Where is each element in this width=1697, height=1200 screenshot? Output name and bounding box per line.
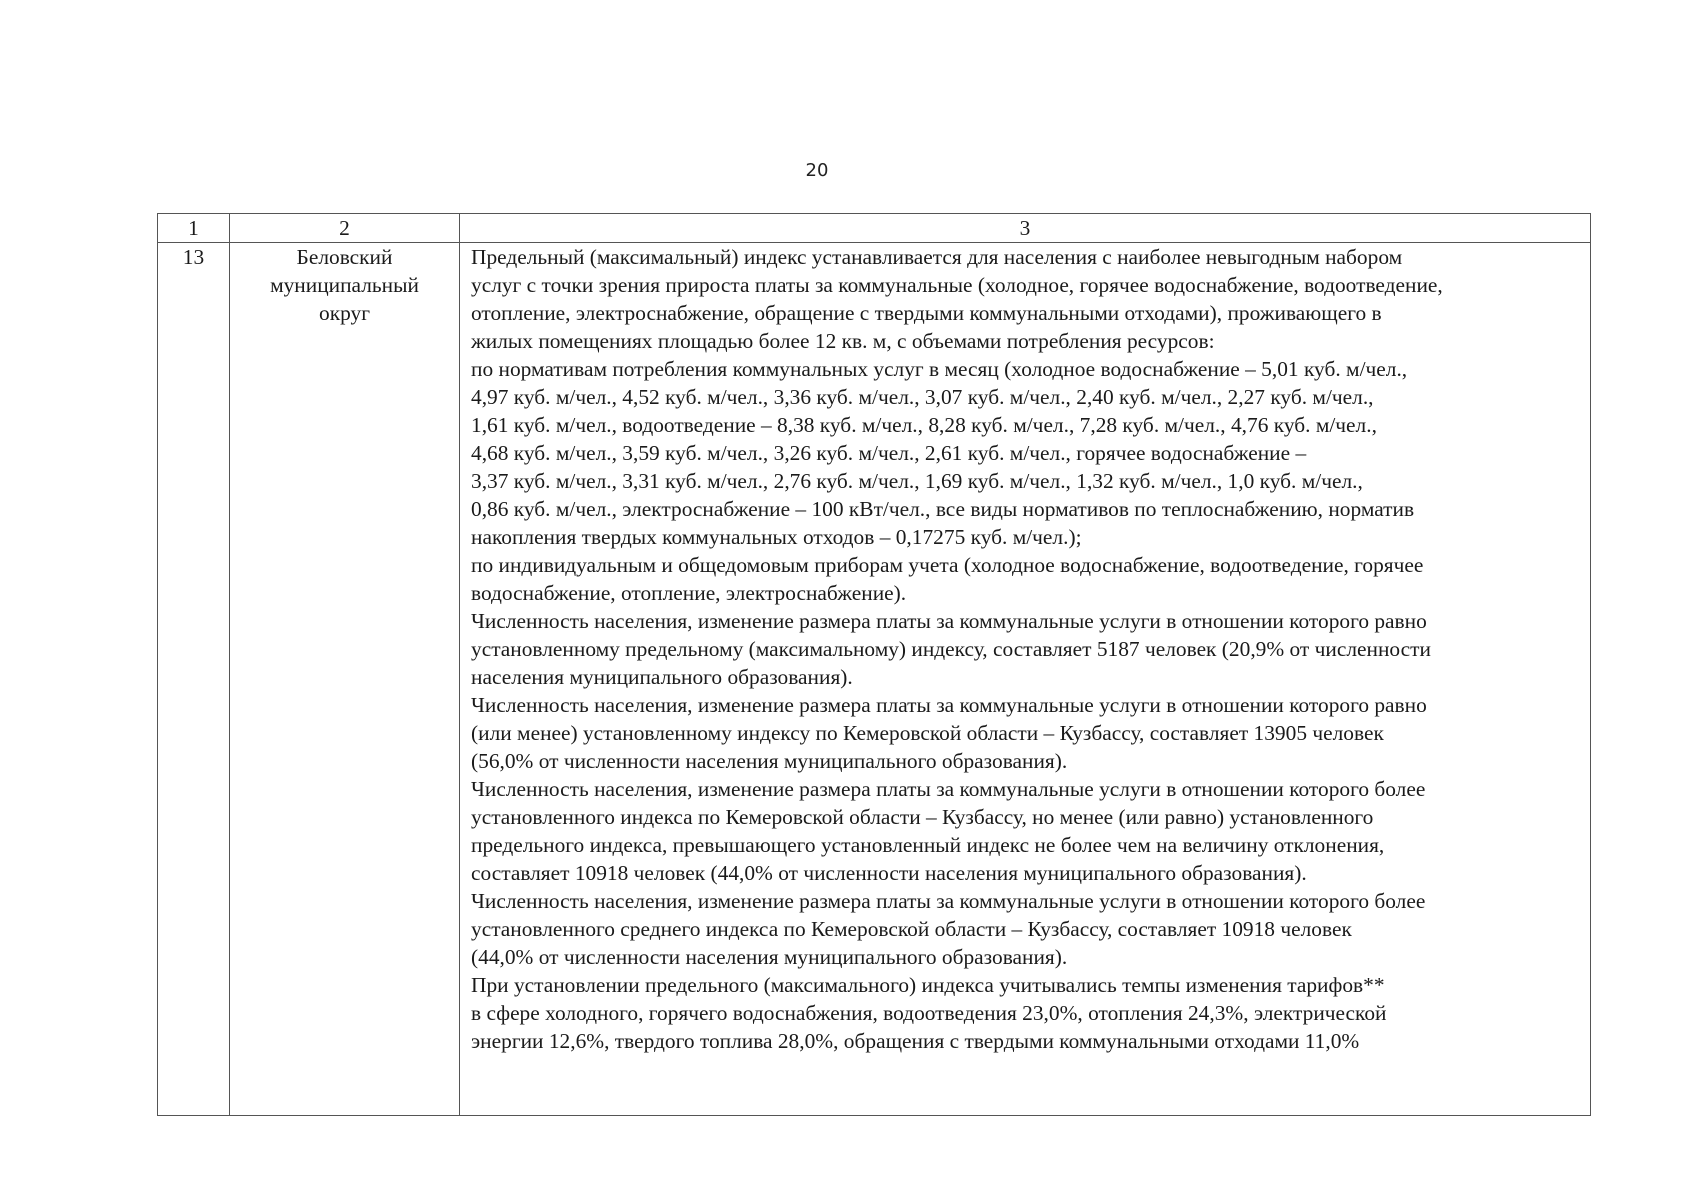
description-line: предельного индекса, превышающего установленный индекс не более чем на величину отклонения, [471,833,1385,857]
description-line: 4,68 куб. м/чел., 3,59 куб. м/чел., 3,26 куб. м/чел., 2,61 куб. м/чел., горячее водоснабжение – [471,441,1307,465]
table-header-row [158,214,1591,243]
description-line: водоснабжение, отопление, электроснабжение). [471,581,907,605]
description-line: 1,61 куб. м/чел., водоотведение – 8,38 куб. м/чел., 8,28 куб. м/чел., 7,28 куб. м/чел., 4,76 куб. м/чел., [471,413,1377,437]
description-line: установленному предельному (максимальному) индексу, составляет 5187 человек (20,9% от численности [471,637,1431,661]
description-line: услуг с точки зрения прироста платы за коммунальные (холодное, горячее водоснабжение, водоотведение, [471,273,1443,297]
row-number: 13 [182,245,205,269]
description-line: накопления твердых коммунальных отходов – 0,17275 куб. м/чел.); [471,525,1082,549]
description-cell [460,243,1591,1116]
data-table [157,213,1591,1116]
municipality-name-line: муниципальный [270,273,419,297]
description-line: установленного индекса по Кемеровской области – Кузбассу, но менее (или равно) установленного [471,805,1374,829]
description-line: жилых помещениях площадью более 12 кв. м, с объемами потребления ресурсов: [471,329,1215,353]
description-line: Численность населения, изменение размера платы за коммунальные услуги в отношении которого более [471,777,1426,801]
municipality-name-line: округ [319,301,370,325]
column-header-1: 1 [158,214,230,243]
description-line: 3,37 куб. м/чел., 3,31 куб. м/чел., 2,76 куб. м/чел., 1,69 куб. м/чел., 1,32 куб. м/чел., 1,0 куб. м/чел., [471,469,1363,493]
description-line: Численность населения, изменение размера платы за коммунальные услуги в отношении которого равно [471,609,1427,633]
description-line: При установлении предельного (максимального) индекса учитывались темпы изменения тарифов** [471,973,1385,997]
description-line: (56,0% от численности населения муниципального образования). [471,749,1068,773]
description-line: по нормативам потребления коммунальных услуг в месяц (холодное водоснабжение – 5,01 куб. м/чел., [471,357,1408,381]
description-line: Численность населения, изменение размера платы за коммунальные услуги в отношении которого более [471,889,1426,913]
description-line: (44,0% от численности населения муниципального образования). [471,945,1068,969]
description-line: Предельный (максимальный) индекс устанавливается для населения с наиболее невыгодным набором [471,245,1403,269]
description-line: в сфере холодного, горячего водоснабжения, водоотведения 23,0%, отопления 24,3%, электрической [471,1001,1387,1025]
description-line: Численность населения, изменение размера платы за коммунальные услуги в отношении которого равно [471,693,1427,717]
description-line: составляет 10918 человек (44,0% от численности населения муниципального образования). [471,861,1307,885]
description-line: (или менее) установленному индексу по Кемеровской области – Кузбассу, составляет 13905 человек [471,721,1384,745]
description-line: по индивидуальным и общедомовым приборам учета (холодное водоснабжение, водоотведение, горячее [471,553,1424,577]
description-line: энергии 12,6%, твердого топлива 28,0%, обращения с твердыми коммунальными отходами 11,0% [471,1029,1360,1053]
table-row [158,243,1591,1116]
description-line: отопление, электроснабжение, обращение с твердыми коммунальными отходами), проживающего в [471,301,1382,325]
row-number-cell [158,243,230,1116]
municipality-name-cell [230,243,460,1116]
description-line: 0,86 куб. м/чел., электроснабжение – 100 кВт/чел., все виды нормативов по теплоснабжению, норматив [471,497,1415,521]
description-line: 4,97 куб. м/чел., 4,52 куб. м/чел., 3,36 куб. м/чел., 3,07 куб. м/чел., 2,40 куб. м/чел., 2,27 куб. м/чел., [471,385,1374,409]
description-line: установленного среднего индекса по Кемеровской области – Кузбассу, составляет 10918 человек [471,917,1352,941]
column-header-2: 2 [230,214,460,243]
municipality-name-line: Беловский [296,245,393,269]
column-header-3: 3 [460,214,1591,243]
description-line: населения муниципального образования). [471,665,853,689]
page-number: 20 [805,160,829,181]
